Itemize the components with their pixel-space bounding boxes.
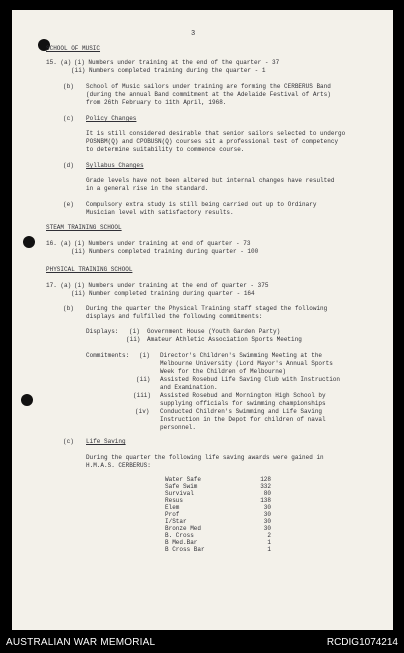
section-heading-steam-training: STEAM TRAINING SCHOOL: [46, 224, 122, 231]
life-saving-title: Life Saving: [86, 438, 126, 445]
commitment-number: (i): [139, 352, 150, 359]
life-saving-intro: During the quarter the following life saving awards were gained in: [86, 454, 324, 461]
footer-left-credit: AUSTRALIAN WAR MEMORIAL: [6, 637, 156, 648]
sub-label: (c): [63, 115, 74, 122]
award-row: [165, 518, 271, 525]
music-band-line: from 26th February to 11th April, 1968.: [86, 99, 227, 106]
award-count: 1: [267, 546, 271, 553]
award-name: B Cross Bar: [165, 546, 205, 553]
award-count: 138: [260, 497, 271, 504]
award-row: [165, 546, 271, 553]
commitment-number: (iii): [133, 392, 152, 399]
award-count: 1: [267, 539, 271, 546]
page-number: 3: [191, 30, 196, 38]
award-name: Bronze Med: [165, 525, 202, 532]
policy-line: to determine suitability to commence course.: [86, 146, 245, 153]
steam-completed: (ii) Numbers completed training during quarter - 100: [71, 248, 259, 255]
award-count: 30: [263, 518, 271, 525]
displays-label: Displays:: [86, 328, 119, 335]
display-item: Amateur Athletic Association Sports Meeting: [147, 336, 302, 343]
award-row: [165, 511, 271, 518]
award-row: [165, 532, 271, 539]
life-saving-intro: H.M.A.S. CERBERUS:: [86, 462, 151, 469]
commitment-line: Instruction in the Depot for children of naval: [160, 416, 326, 423]
display-item: Government House (Youth Garden Party): [147, 328, 281, 335]
commitment-number: (ii): [136, 376, 151, 383]
punch-hole: [21, 394, 33, 406]
music-band-line: (during the annual Band commitment at the Adelaide Festival of Arts): [86, 91, 331, 98]
sub-label: (c): [63, 438, 74, 445]
para-number: 16. (a): [46, 240, 72, 247]
music-band-line: School of Music sailors under training are forming the CERBERUS Band: [86, 83, 331, 90]
sub-label: (b): [63, 83, 74, 90]
music-completed: (ii) Numbers completed training during the quarter - 1: [71, 67, 266, 74]
commitment-line: Conducted Children's Swimming and Life Saving: [160, 408, 323, 415]
sub-label: (d): [63, 162, 74, 169]
award-name: Safe Swim: [165, 483, 198, 490]
sub-label: (e): [63, 201, 74, 208]
commitment-line: Assisted Rosebud Life Saving Club with Instruction: [160, 376, 341, 383]
para-number: 15. (a): [46, 59, 72, 66]
commitment-line: Director's Children's Swimming Meeting at the: [160, 352, 323, 359]
section-heading-school-of-music: SCHOOL OF MUSIC: [46, 45, 101, 52]
para-number: 17. (a): [46, 282, 72, 289]
policy-changes-title: Policy Changes: [86, 115, 137, 122]
award-count: 30: [263, 511, 271, 518]
footer-bar: [0, 632, 404, 653]
commitment-number: (iv): [135, 408, 150, 415]
commitment-line: Assisted Rosebud and Mornington High School by: [160, 392, 326, 399]
award-count: 30: [263, 504, 271, 511]
pt-under-training: (i) Numbers under training at the end of quarter - 375: [74, 282, 269, 289]
steam-under-training: (i) Numbers under training at end of quarter - 73: [74, 240, 251, 247]
pt-displays-intro: During the quarter the Physical Training staff staged the following: [86, 305, 328, 312]
award-row: [165, 504, 271, 511]
award-name: Prof: [165, 511, 180, 518]
award-count: 30: [263, 525, 271, 532]
commitment-line: and Examination.: [160, 384, 218, 391]
syllabus-line: Grade levels have not been altered but internal changes have resulted: [86, 177, 335, 184]
pt-displays-intro: displays and fulfilled the following commitments:: [86, 313, 263, 320]
awards-table: [165, 476, 271, 553]
commitment-line: supplying officials for swimming championships: [160, 400, 326, 407]
award-count: 2: [267, 532, 271, 539]
commitment-line: personnel.: [160, 424, 197, 431]
award-count: 128: [260, 476, 271, 483]
commitments-label: Commitments:: [86, 352, 130, 359]
award-name: B. Cross: [165, 532, 194, 539]
sub-label: (b): [63, 305, 74, 312]
award-name: Water Safe: [165, 476, 202, 483]
award-name: Resus: [165, 497, 184, 504]
display-number: (ii): [126, 336, 141, 343]
award-name: I/Star: [165, 518, 187, 525]
footer-record-id: RCDIG1074214: [326, 637, 398, 648]
document-page: [12, 10, 393, 630]
syllabus-line: in a general rise in the standard.: [86, 185, 209, 192]
punch-hole: [23, 236, 35, 248]
award-row: [165, 525, 271, 532]
syllabus-changes-title: Syllabus Changes: [86, 162, 144, 169]
award-name: Elem: [165, 504, 180, 511]
extra-study-line: Compulsory extra study is still being carried out up to Ordinary: [86, 201, 317, 208]
award-row: [165, 497, 271, 504]
extra-study-line: Musician level with satisfactory results.: [86, 209, 234, 216]
policy-line: POSNBM(Q) and CPOBUSN(Q) courses sit a professional test of competency: [86, 138, 339, 145]
award-row: [165, 539, 271, 546]
commitment-line: Week for the Children of Melbourne): [160, 368, 287, 375]
music-under-training: (i) Numbers under training at the end of the quarter - 37: [74, 59, 280, 66]
award-name: B Med.Bar: [165, 539, 198, 546]
award-count: 80: [263, 490, 271, 497]
section-heading-physical-training: PHYSICAL TRAINING SCHOOL: [46, 266, 133, 273]
award-count: 332: [260, 483, 271, 490]
award-name: Survival: [165, 490, 194, 497]
award-row: [165, 476, 271, 483]
commitment-line: Melbourne University (Lord Mayor's Annual Sports: [160, 360, 333, 367]
award-row: [165, 490, 271, 497]
award-row: [165, 483, 271, 490]
display-number: (i): [129, 328, 140, 335]
pt-completed: (ii) Number completed training during quarter - 164: [71, 290, 255, 297]
policy-line: It is still considered desirable that senior sailors selected to undergo: [86, 130, 346, 137]
